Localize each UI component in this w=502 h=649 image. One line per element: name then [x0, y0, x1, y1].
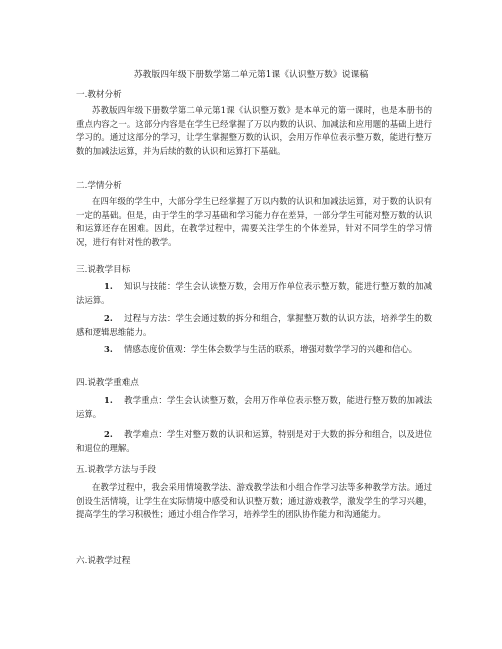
- section-heading-teaching-material-analysis: 一.教材分析: [76, 90, 122, 100]
- document-title: 苏教版四年级下册数学第二单元第1课《认识整万数》说课稿: [133, 70, 369, 80]
- section-paragraph-teaching-methods: 在教学过程中，我会采用情境教学法、游戏教学法和小组合作学习法等多种教学方法。通过创设生活情境，让学生在实际情境中感受和认识整万数；通过游戏教学，激发学生的学习兴趣，提高学生的学习积极性；通过小组合作学习，培养学生的团队协作能力和沟通能力。: [76, 482, 432, 520]
- list-item-text: 教学重点：学生会认读整万数，会用万作单位表示整万数，能进行整万数的加减法运算。: [76, 395, 432, 419]
- section-paragraph-student-analysis: 在四年级的学生中，大部分学生已经掌握了万以内数的认识和加减法运算，对于数的认识有一定的基础。但是，由于学生的学习基础和学习能力存在差异，一部分学生可能对整万数的认识和运算还存在困难。因此，在教学过程中，需要关注学生的个体差异，针对不同学生的学习情况，进行有针对性的教学。: [76, 196, 432, 247]
- list-item: [76, 394, 432, 421]
- list-item-number: 2.: [104, 429, 113, 439]
- list-item: [76, 343, 432, 357]
- section-heading-teaching-process: 六.说教学过程: [76, 556, 131, 566]
- section-paragraph-teaching-material-analysis: 苏教版四年级下册数学第二单元第1课《认识整万数》是本单元的第一课时，也是本册书的重点内容之一。这部分内容是在学生已经掌握了万以内数的认识、加减法和应用题的基础上进行学习的。通过这部分的学习，让学生掌握整万数的认识，会用万作单位表示整万数，能进行整万数的加减法运算，并为后续的数的认识和运算打下基础。: [76, 105, 432, 156]
- list-item-text: 教学难点：学生对整万数的认识和运算，特别是对于大数的拆分和组合，以及进位和退位的理解。: [76, 429, 432, 453]
- list-item-number: 1.: [104, 395, 113, 405]
- section-heading-teaching-methods: 五.说教学方法与手段: [76, 465, 157, 475]
- list-item-text: 过程与方法：学生会通过数的拆分和组合，掌握整万数的认识方法，培养学生的数感和逻辑思维能力。: [76, 313, 432, 337]
- list-item-number: 1.: [104, 281, 113, 291]
- list-item-text: 情感态度价值观：学生体会数学与生活的联系，增强对数学学习的兴趣和信心。: [124, 344, 418, 354]
- list-item-number: 3.: [104, 344, 113, 354]
- list-item-text: 知识与技能：学生会认读整万数，会用万作单位表示整万数，能进行整万数的加减法运算。: [76, 281, 432, 305]
- list-item: [76, 312, 432, 339]
- section-heading-student-analysis: 二.学情分析: [76, 181, 122, 191]
- list-item: [76, 280, 432, 307]
- list-item: [76, 428, 432, 455]
- list-item-number: 2.: [104, 313, 113, 323]
- section-heading-teaching-objectives: 三.说教学目标: [76, 265, 131, 275]
- section-heading-key-points: 四.说教学重难点: [76, 378, 139, 388]
